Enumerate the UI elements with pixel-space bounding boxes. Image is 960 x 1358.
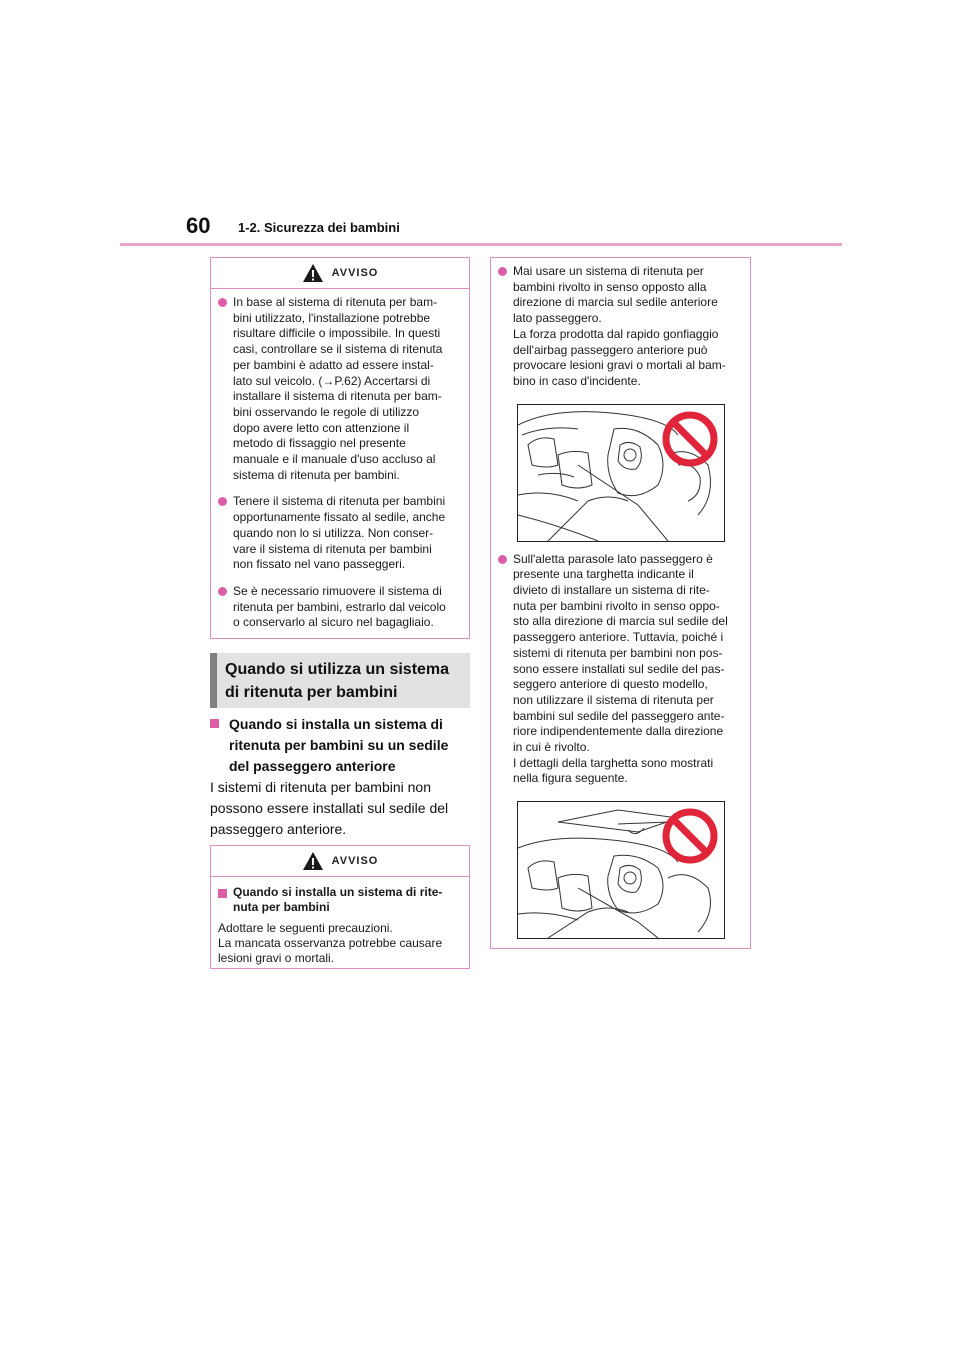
item-text: Se è necessario rimuovere il sistema di ritenuta per bambini, estrarlo dal veicolo o conservarlo al sicuro nel bagagliaio. [233,583,446,630]
illustration-rear-facing-seat [517,404,725,542]
warning-text: Adottare le seguenti precauzioni. La mancata osservanza potrebbe causare lesioni gravi o mortali. [218,921,443,965]
bullet-icon [498,555,507,564]
warning-items [491,258,750,939]
item-text: Mai usare un sistema di ritenuta per bambini rivolto in senso opposto alla direzione di marcia sul sedile anteriore lato passeggero. La forza prodotta dal rapido gonfiaggio dell'airbag passeggero anteriore può provocare lesioni gravi o mortali al bam- bino in caso d'incidente. [513,264,726,388]
page-number: 60 [186,213,211,238]
subheading [210,714,472,777]
bullet-icon [218,497,227,506]
list-item [218,584,459,631]
warning-title: AVVISO [331,855,379,867]
square-bullet-icon [218,889,227,898]
warning-title: AVVISO [331,267,379,279]
subheading-text: Quando si installa un sistema di ritenuta per bambini su un sedile del passeggero anteriore [229,716,449,774]
warning-triangle-icon [302,263,324,283]
prohibition-icon [660,806,720,866]
bullet-icon [498,267,507,276]
item-text: Tenere il sistema di ritenuta per bambini opportunamente fissato al sedile, anche quando non lo si utilizza. Non conser- vare il sistema di ritenuta per bambini non fissato nel vano passeggeri. [233,494,446,572]
illustration-sun-visor-label [517,801,725,939]
square-bullet-icon [210,719,219,728]
warning-subheading [218,885,461,915]
item-text: Sull'aletta parasole lato passeggero è presente una targhetta indicante il divieto di installare un sistema di rite- nuta per bambini rivolto in senso oppo- sto alla direzione di marcia sul sedile del passeggero anteriore. Tuttavia, poiché i sistemi di ritenuta per bambini non pos- sono essere installati sul sedile del pas- seggero anteriore di questo modello, non utilizzare il sistema di ritenuta per bambini sul sedile del passeggero ante- riore indipendentemente dalla direzione in cui è rivolto. I dettagli della targhetta sono mostrati nella figura seguente. [513,551,728,786]
item-text: In base al sistema di ritenuta per bam- bini utilizzato, l'installazione potrebbe risultare difficile o impossibile. In questi casi, controllare se il sistema di ritenuta per bambini è adatto ad essere instal- lato sul veicolo. (→P.62) Accertarsi di installare il sistema di ritenuta per bam- bini osservando le regole di utilizzo dopo avere letto con attenzione il metodo di fissaggio nel presente manuale e il manuale d'uso accluso al sistema di ritenuta per bambini. [233,295,443,482]
warning-subheading-text: Quando si installa un sistema di rite- nuta per bambini [233,885,443,914]
warning-header [211,846,469,877]
list-item [498,264,741,390]
running-header: 1-2. Sicurezza dei bambini [238,220,400,235]
prohibition-icon [660,409,720,469]
list-item [498,552,741,788]
bullet-icon [218,587,227,596]
warning-header [211,258,469,289]
section-heading [210,653,470,708]
section-heading-text: Quando si utilizza un sistema di ritenuta per bambini [225,661,450,701]
list-item [218,494,459,573]
list-item [218,295,459,483]
warning-box-3 [490,257,751,949]
warning-box-1 [210,257,470,639]
body-paragraph: I sistemi di ritenuta per bambini non possono essere installati sul sedile del passeggero anteriore. [210,779,449,837]
bullet-icon [218,298,227,307]
warning-items [211,289,469,639]
warning-triangle-icon [302,851,324,871]
warning-content [211,877,469,966]
header-rule [120,243,842,246]
warning-box-2 [210,845,470,969]
